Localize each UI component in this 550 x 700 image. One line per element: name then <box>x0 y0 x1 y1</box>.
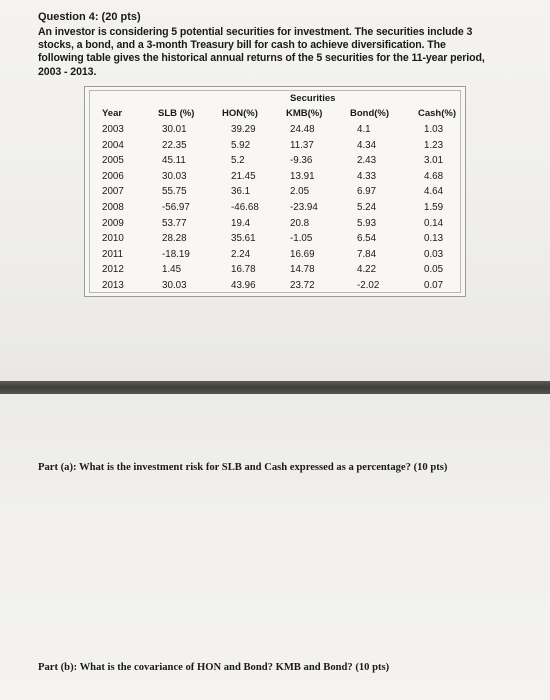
cell-bond: 4.33 <box>357 170 377 182</box>
header-slb: SLB (%) <box>158 108 195 119</box>
cell-hon: 5.2 <box>231 155 245 167</box>
question-line: following table gives the historical annual returns of the 5 securities for the 11-year period, <box>38 52 485 65</box>
cell-year: 2008 <box>102 202 124 213</box>
cell-bond: 7.84 <box>357 248 377 260</box>
cell-hon: 2.24 <box>231 248 251 260</box>
cell-cash: 4.64 <box>424 186 444 198</box>
cell-kmb: 20.8 <box>290 217 310 229</box>
cell-year: 2005 <box>102 155 124 167</box>
cell-kmb: -9.36 <box>290 155 313 167</box>
cell-hon: 16.78 <box>231 264 256 276</box>
cell-year: 2006 <box>102 170 124 182</box>
cell-hon: 21.45 <box>231 170 256 182</box>
cell-slb: 55.75 <box>162 186 187 198</box>
cell-slb: 28.28 <box>162 233 187 245</box>
part-a-question: Part (a): What is the investment risk for SLB and Cash expressed as a percentage? (10 pts) <box>38 462 448 473</box>
cell-bond: 2.43 <box>357 155 377 167</box>
cell-cash: 0.13 <box>424 233 444 245</box>
cell-bond: 6.97 <box>357 186 377 198</box>
header-hon: HON(%) <box>222 108 258 119</box>
part-b-question: Part (b): What is the covariance of HON and Bond? KMB and Bond? (10 pts) <box>38 662 390 673</box>
cell-kmb: 2.05 <box>290 186 310 198</box>
cell-cash: 0.14 <box>424 217 444 229</box>
cell-slb: 30.03 <box>162 280 187 291</box>
cell-year: 2007 <box>102 186 124 198</box>
cell-hon: 36.1 <box>231 186 251 198</box>
question-line: stocks, a bond, and a 3-month Treasury bill for cash to achieve diversification. The <box>38 39 446 52</box>
header-bond: Bond(%) <box>350 108 390 119</box>
cell-bond: 5.93 <box>357 217 377 229</box>
cell-kmb: 11.37 <box>290 139 314 151</box>
cell-kmb: 24.48 <box>290 124 315 135</box>
cell-kmb: 14.78 <box>290 264 315 276</box>
cell-year: 2003 <box>102 124 124 135</box>
cell-hon: 43.96 <box>231 280 256 291</box>
cell-kmb: 16.69 <box>290 248 315 260</box>
cell-cash: 4.68 <box>424 170 444 182</box>
cell-year: 2011 <box>102 248 124 260</box>
cell-hon: 35.61 <box>231 233 256 245</box>
cell-slb: 53.77 <box>162 217 187 229</box>
cell-cash: 0.07 <box>424 280 444 291</box>
question-line: An investor is considering 5 potential securities for investment. The securities include 3 <box>38 26 473 38</box>
cell-slb: -56.97 <box>162 202 190 213</box>
cell-hon: 39.29 <box>231 124 256 135</box>
question-line: 2003 - 2013. <box>38 65 97 78</box>
page-divider <box>0 381 550 394</box>
returns-table-frame <box>89 90 461 293</box>
cell-year: 2013 <box>102 280 124 291</box>
header-cash: Cash(%) <box>418 108 457 119</box>
cell-cash: 1.59 <box>424 202 444 213</box>
header-year: Year <box>102 108 123 119</box>
returns-table <box>84 86 466 297</box>
answer-sheet <box>0 394 550 700</box>
cell-kmb: 13.91 <box>290 170 315 182</box>
cell-bond: 6.54 <box>357 233 377 245</box>
cell-slb: 30.03 <box>162 170 187 182</box>
cell-hon: -46.68 <box>231 202 259 213</box>
cell-year: 2012 <box>102 264 124 276</box>
cell-hon: 19.4 <box>231 217 251 229</box>
cell-hon: 5.92 <box>231 139 251 151</box>
cell-cash: 1.03 <box>424 124 444 135</box>
cell-kmb: -23.94 <box>290 202 318 213</box>
cell-bond: -2.02 <box>357 280 380 291</box>
cell-cash: 1.23 <box>424 139 444 151</box>
cell-slb: 22.35 <box>162 139 187 151</box>
cell-slb: 30.01 <box>162 124 187 135</box>
cell-year: 2010 <box>102 233 124 245</box>
cell-cash: 3.01 <box>424 155 444 167</box>
cell-slb: -18.19 <box>162 248 190 260</box>
cell-slb: 1.45 <box>162 264 182 276</box>
cell-bond: 4.22 <box>357 264 377 276</box>
cell-year: 2004 <box>102 139 124 151</box>
cell-kmb: -1.05 <box>290 233 313 245</box>
cell-bond: 4.34 <box>357 139 377 151</box>
question-text <box>38 26 508 79</box>
header-kmb: KMB(%) <box>286 108 323 119</box>
cell-year: 2009 <box>102 217 124 229</box>
cell-bond: 4.1 <box>357 124 371 135</box>
cell-cash: 0.03 <box>424 248 444 260</box>
cell-kmb: 23.72 <box>290 280 315 291</box>
cell-slb: 45.11 <box>162 155 186 167</box>
question-title: Question 4: (20 pts) <box>38 11 141 23</box>
cell-bond: 5.24 <box>357 202 377 213</box>
cell-cash: 0.05 <box>424 264 444 276</box>
securities-group-header: Securities <box>290 93 336 104</box>
